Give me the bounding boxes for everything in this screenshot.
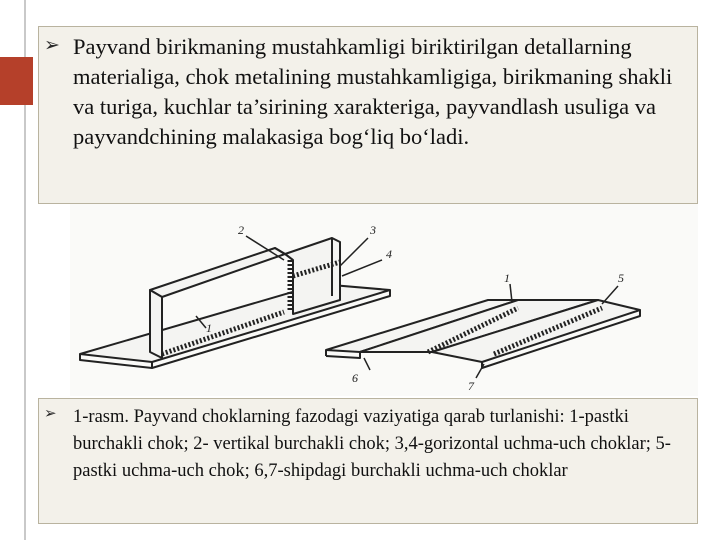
figure-label: 1 xyxy=(206,321,212,335)
arrowhead-bullet-icon: ➢ xyxy=(44,34,60,56)
figure-label: 2 xyxy=(238,223,244,237)
figure-caption: 1-rasm. Payvand choklarning fazodagi vaziyatiga qarab turlanishi: 1-pastki burchakli chok; 2- vertikal burchakli chok; 3,4-gorizontal uchma-uch choklar; 5-pastki uchma-uch chok; 6,7-shipdagi burchakli uchma-uch choklar xyxy=(73,407,671,481)
accent-bar xyxy=(0,57,33,105)
welding-figure xyxy=(70,204,698,396)
left-vertical-plate xyxy=(150,248,285,297)
figure-label: 6 xyxy=(352,371,358,385)
figure-label: 4 xyxy=(386,247,392,261)
figure-label: 5 xyxy=(618,271,624,285)
figure-label: 1 xyxy=(504,271,510,285)
figure-label: 3 xyxy=(370,223,376,237)
welding-diagram-svg xyxy=(70,204,698,396)
arrowhead-bullet-icon: ➢ xyxy=(44,404,57,422)
left-vertical-plate-face xyxy=(150,290,162,358)
figure-label: 7 xyxy=(468,379,474,393)
main-paragraph: Payvand birikmaning mustahkamligi biriktirilgan detallarning materialiga, chok metalining mustahkamligiga, birikmaning shakli va turiga, kuchlar ta’sirining xarakteriga, payvandlash usuliga va payvandchining malakasiga bog‘liq bo‘ladi. xyxy=(73,34,673,149)
